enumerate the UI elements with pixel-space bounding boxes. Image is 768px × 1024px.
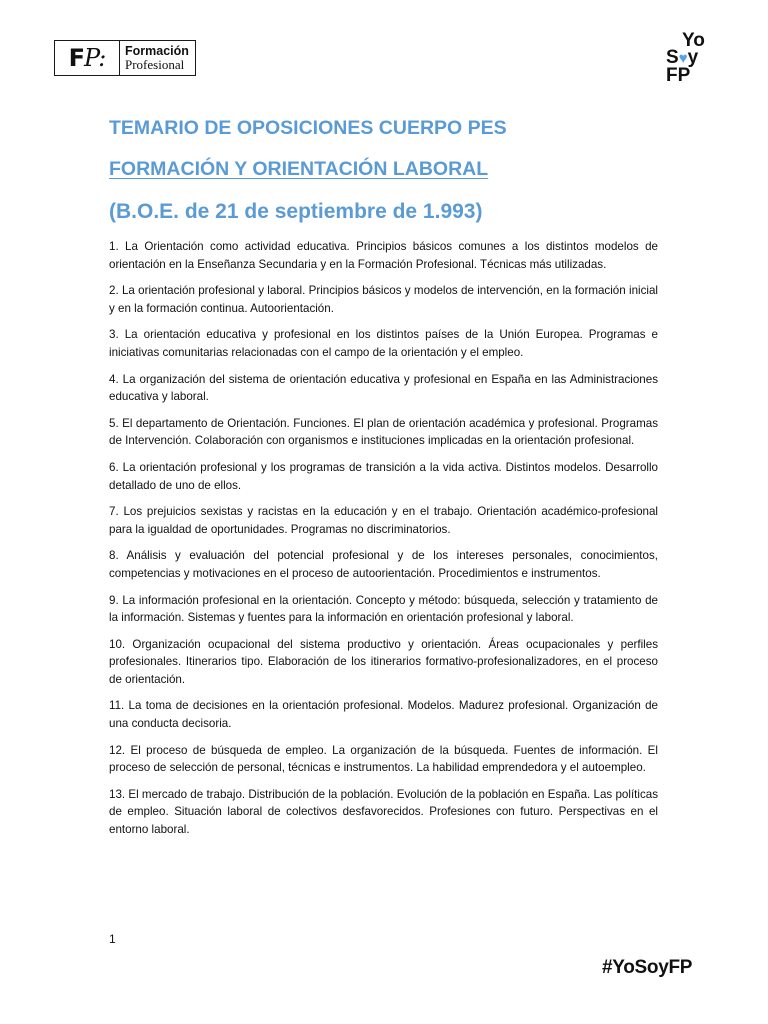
yo-soy-fp-logo-row2-b: y — [687, 47, 699, 68]
topic-item: 10. Organización ocupacional del sistema productivo y orientación. Áreas ocupacionales y perfiles profesionales. Itinerarios tipo. Elaboración de los itinerarios formativo-profesionalizadores, en el proceso de orientación. — [109, 637, 658, 686]
formacion-profesional-logo — [54, 40, 196, 76]
document-title: TEMARIO DE OPOSICIONES CUERPO PES — [109, 117, 507, 139]
topic-item: 1. La Orientación como actividad educativa. Principios básicos comunes a los distintos modelos de orientación en la Enseñanza Secundaria y en la Formación Profesional. Técnicas más utilizadas. — [109, 240, 658, 271]
topic-item: 2. La orientación profesional y laboral. Principios básicos y modelos de intervención, en la formación inicial y en la formación continua. Autoorientación. — [109, 284, 658, 315]
yo-soy-fp-logo — [666, 32, 716, 88]
yo-soy-fp-logo-row3: FP — [666, 65, 691, 86]
yo-soy-fp-logo-row1: Yo — [682, 30, 705, 51]
topic-item: 4. La organización del sistema de orientación educativa y profesional en España en las Administraciones educativa y laboral. — [109, 372, 658, 404]
fp-logo-line2: Profesional — [125, 57, 185, 72]
topic-item: 9. La información profesional en la orientación. Concepto y método: búsqueda, selección y tratamiento de la información. Sistemas y fuentes para la información en orientación profesional y laboral. — [109, 593, 658, 625]
fp-logo-text — [120, 41, 189, 75]
yo-soy-fp-logo-row2-a: S — [666, 47, 679, 68]
yosoyfp-hashtag: #YoSoyFP — [602, 957, 693, 978]
fp-logo-mark-f: F — [68, 44, 84, 72]
document-subtitle: FORMACIÓN Y ORIENTACIÓN LABORAL — [109, 158, 489, 180]
fp-logo-mark — [55, 41, 120, 75]
document-reference: (B.O.E. de 21 de septiembre de 1.993) — [109, 200, 483, 223]
page-number: 1 — [109, 932, 116, 946]
fp-logo-line1: Formación — [125, 44, 189, 58]
topic-item: 7. Los prejuicios sexistas y racistas en la educación y en el trabajo. Orientación académico-profesional para la igualdad de oportunidades. Programas no discriminatorios. — [109, 505, 658, 536]
topic-item: 11. La toma de decisiones en la orientación profesional. Modelos. Madurez profesional. Organización de una conducta decisoria. — [109, 699, 658, 731]
topic-item: 12. El proceso de búsqueda de empleo. La organización de la búsqueda. Fuentes de información. El proceso de selección de personal, técnicas e instrumentos. La habilidad emprendedora y el autoempleo. — [109, 743, 658, 775]
fp-logo-mark-p: P: — [84, 44, 106, 72]
heart-icon: ♥ — [678, 50, 688, 67]
topic-item: 13. El mercado de trabajo. Distribución de la población. Evolución de la población en España. Las políticas de empleo. Situación laboral de colectivos desfavorecidos. Profesiones con futuro. Perspectivas en el entorno laboral. — [109, 787, 658, 837]
topic-item: 6. La orientación profesional y los programas de transición a la vida activa. Distintos modelos. Desarrollo detallado de uno de ellos. — [109, 460, 658, 492]
topic-item: 8. Análisis y evaluación del potencial profesional y de los intereses personales, conocimientos, competencias y motivaciones en el proceso de autoorientación. Procedimientos e instrumentos. — [109, 549, 658, 580]
topic-item: 5. El departamento de Orientación. Funciones. El plan de orientación académica y profesional. Programas de Intervención. Colaboración con organismos e instituciones implicadas en la orientación profesional. — [109, 416, 658, 448]
topic-list — [109, 238, 658, 848]
topic-item: 3. La orientación educativa y profesional en los distintos países de la Unión Europea. Programas e iniciativas comunitarias relacionadas con el campo de la orientación y el empleo. — [109, 328, 658, 359]
